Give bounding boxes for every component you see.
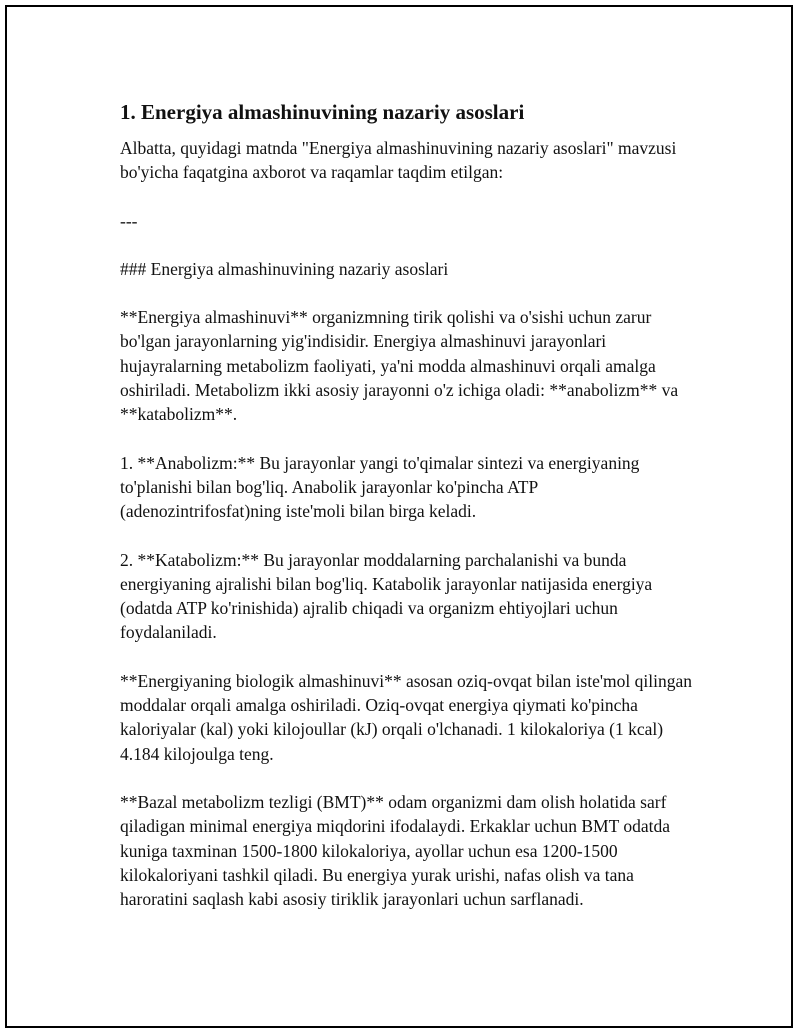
- document-page: [5, 5, 793, 1028]
- paragraph-energy-exchange: **Energiya almashinuvi** organizmning tirik qolishi va o'sishi uchun zarur bo'lgan jarayonlarning yig'indisidir. Energiya almashinuvi jarayonlari hujayralarning metabolizm faoliyati, ya'ni modda almashinuvi orqali amalga oshiriladi. Metabolizm ikki asosiy jarayonni o'z ichiga oladi: **anabolizm** va **katabolizm**.: [120, 307, 679, 425]
- paragraph-anabolism: 1. **Anabolizm:** Bu jarayonlar yangi to'qimalar sintezi va energiyaning to'planishi bilan bog'liq. Anabolik jarayonlar ko'pincha ATP (adenozintrifosfat)ning iste'moli bilan birga keladi.: [120, 452, 640, 522]
- document-title: 1. Energiya almashinuvining nazariy asoslari: [120, 100, 525, 124]
- intro-paragraph: Albatta, quyidagi matnda "Energiya almashinuvining nazariy asoslari" mavzusi bo'yicha faqatgina axborot va raqamlar taqdim etilgan:: [120, 138, 677, 183]
- paragraph-basal-metabolism: **Bazal metabolizm tezligi (BMT)** odam organizmi dam olish holatida sarf qiladigan minimal energiya miqdorini ifodalaydi. Erkaklar uchun BMT odatda kuniga taxminan 1500-1800 kilokaloriya, ayollar uchun esa 1200-1500 kilokaloriyani tashkil qiladi. Bu energiya yurak urishi, nafas olish va tana haroratini saqlash kabi asosiy tiriklik jarayonlari uchun sarflanadi.: [120, 791, 670, 910]
- separator-line: ---: [120, 210, 138, 231]
- paragraph-biological-exchange: **Energiyaning biologik almashinuvi** asosan oziq-ovqat bilan iste'mol qilingan moddalar orqali amalga oshiriladi. Oziq-ovqat energiya qiymati ko'pincha kaloriyalar (kal) yoki kilojoullar (kJ) orqali o'lchanadi. 1 kilokaloriya (1 kcal) 4.184 kilojoulga teng.: [120, 670, 692, 764]
- document-body: [120, 94, 695, 911]
- paragraph-catabolism: 2. **Katabolizm:** Bu jarayonlar moddalarning parchalanishi va bunda energiyaning ajralishi bilan bog'liq. Katabolik jarayonlar natijasida energiya (odatda ATP ko'rinishida) ajralib chiqadi va organizm ehtiyojlari uchun foydalaniladi.: [120, 549, 653, 643]
- section-heading: ### Energiya almashinuvining nazariy asoslari: [120, 258, 449, 279]
